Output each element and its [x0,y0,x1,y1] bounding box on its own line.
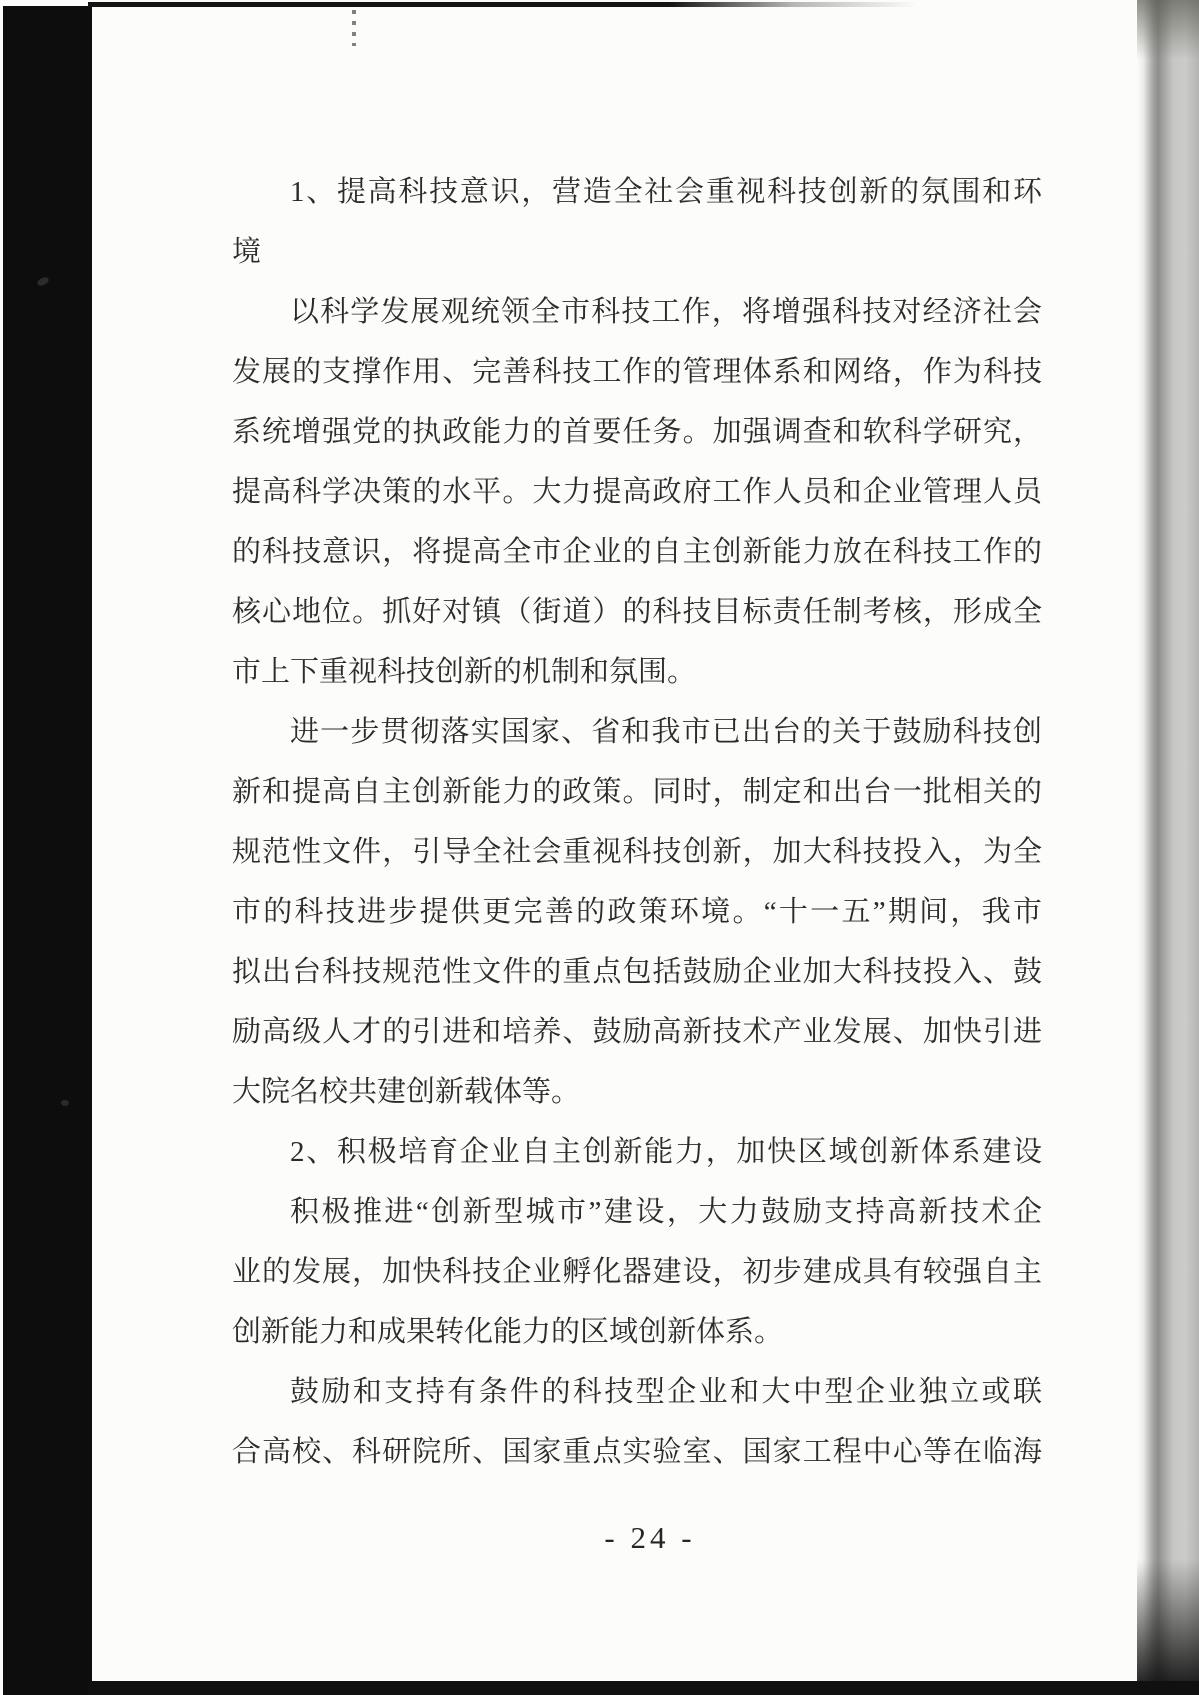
text-line: 发展的支撑作用、完善科技工作的管理体系和网络，作为科技 [232,356,1042,388]
text-line: 鼓励和支持有条件的科技型企业和大中型企业独立或联 [290,1376,1042,1408]
text-line: 市的科技进步提供更完善的政策环境。“十一五”期间，我市 [232,896,1042,928]
scan-bottom-black-strip [88,1681,1199,1695]
text-line: 提高科学决策的水平。大力提高政府工作人员和企业管理人员 [232,476,1042,508]
text-line: 系统增强党的执政能力的首要任务。加强调查和软科学研究， [232,416,1042,448]
text-line: 拟出台科技规范性文件的重点包括鼓励企业加大科技投入、鼓 [232,956,1042,988]
text-line: 规范性文件，引导全社会重视科技创新，加大科技投入，为全 [232,836,1042,868]
text-line: 励高级人才的引进和培养、鼓励高新技术产业发展、加快引进 [232,1016,1042,1048]
text-line: 1、提高科技意识，营造全社会重视科技创新的氛围和环 [290,176,1042,208]
text-line: 市上下重视科技创新的机制和氛围。 [232,656,697,688]
text-line: 以科学发展观统领全市科技工作，将增强科技对经济社会 [290,296,1042,328]
scan-top-edge-line [88,2,918,7]
scan-dust-speck [61,1100,69,1106]
text-line: 核心地位。抓好对镇（街道）的科技目标责任制考核，形成全 [232,596,1042,628]
text-line: 大院名校共建创新载体等。 [232,1076,581,1108]
text-line: 合高校、科研院所、国家重点实验室、国家工程中心等在临海 [232,1436,1042,1468]
scan-dotted-artifact [352,10,356,46]
text-line: 进一步贯彻落实国家、省和我市已出台的关于鼓励科技创 [290,716,1042,748]
text-line: 的科技意识，将提高全市企业的自主创新能力放在科技工作的 [232,536,1042,568]
text-line: 境 [232,236,262,268]
text-line: 创新能力和成果转化能力的区域创新体系。 [232,1316,784,1348]
text-line: 2、积极培育企业自主创新能力，加快区域创新体系建设 [290,1136,1042,1168]
scan-left-black-band [3,6,92,1695]
text-line: 积极推进“创新型城市”建设，大力鼓励支持高新技术企 [290,1196,1042,1228]
text-line: 业的发展，加快科技企业孵化器建设，初步建成具有较强自主 [232,1256,1042,1288]
text-line: 新和提高自主创新能力的政策。同时，制定和出台一批相关的 [232,776,1042,808]
page-curl-shadow-band [1137,0,1199,1695]
scan-dust-speck [36,276,50,287]
document-text-block [232,162,1042,1482]
page-number: - 24 - [604,1520,696,1555]
